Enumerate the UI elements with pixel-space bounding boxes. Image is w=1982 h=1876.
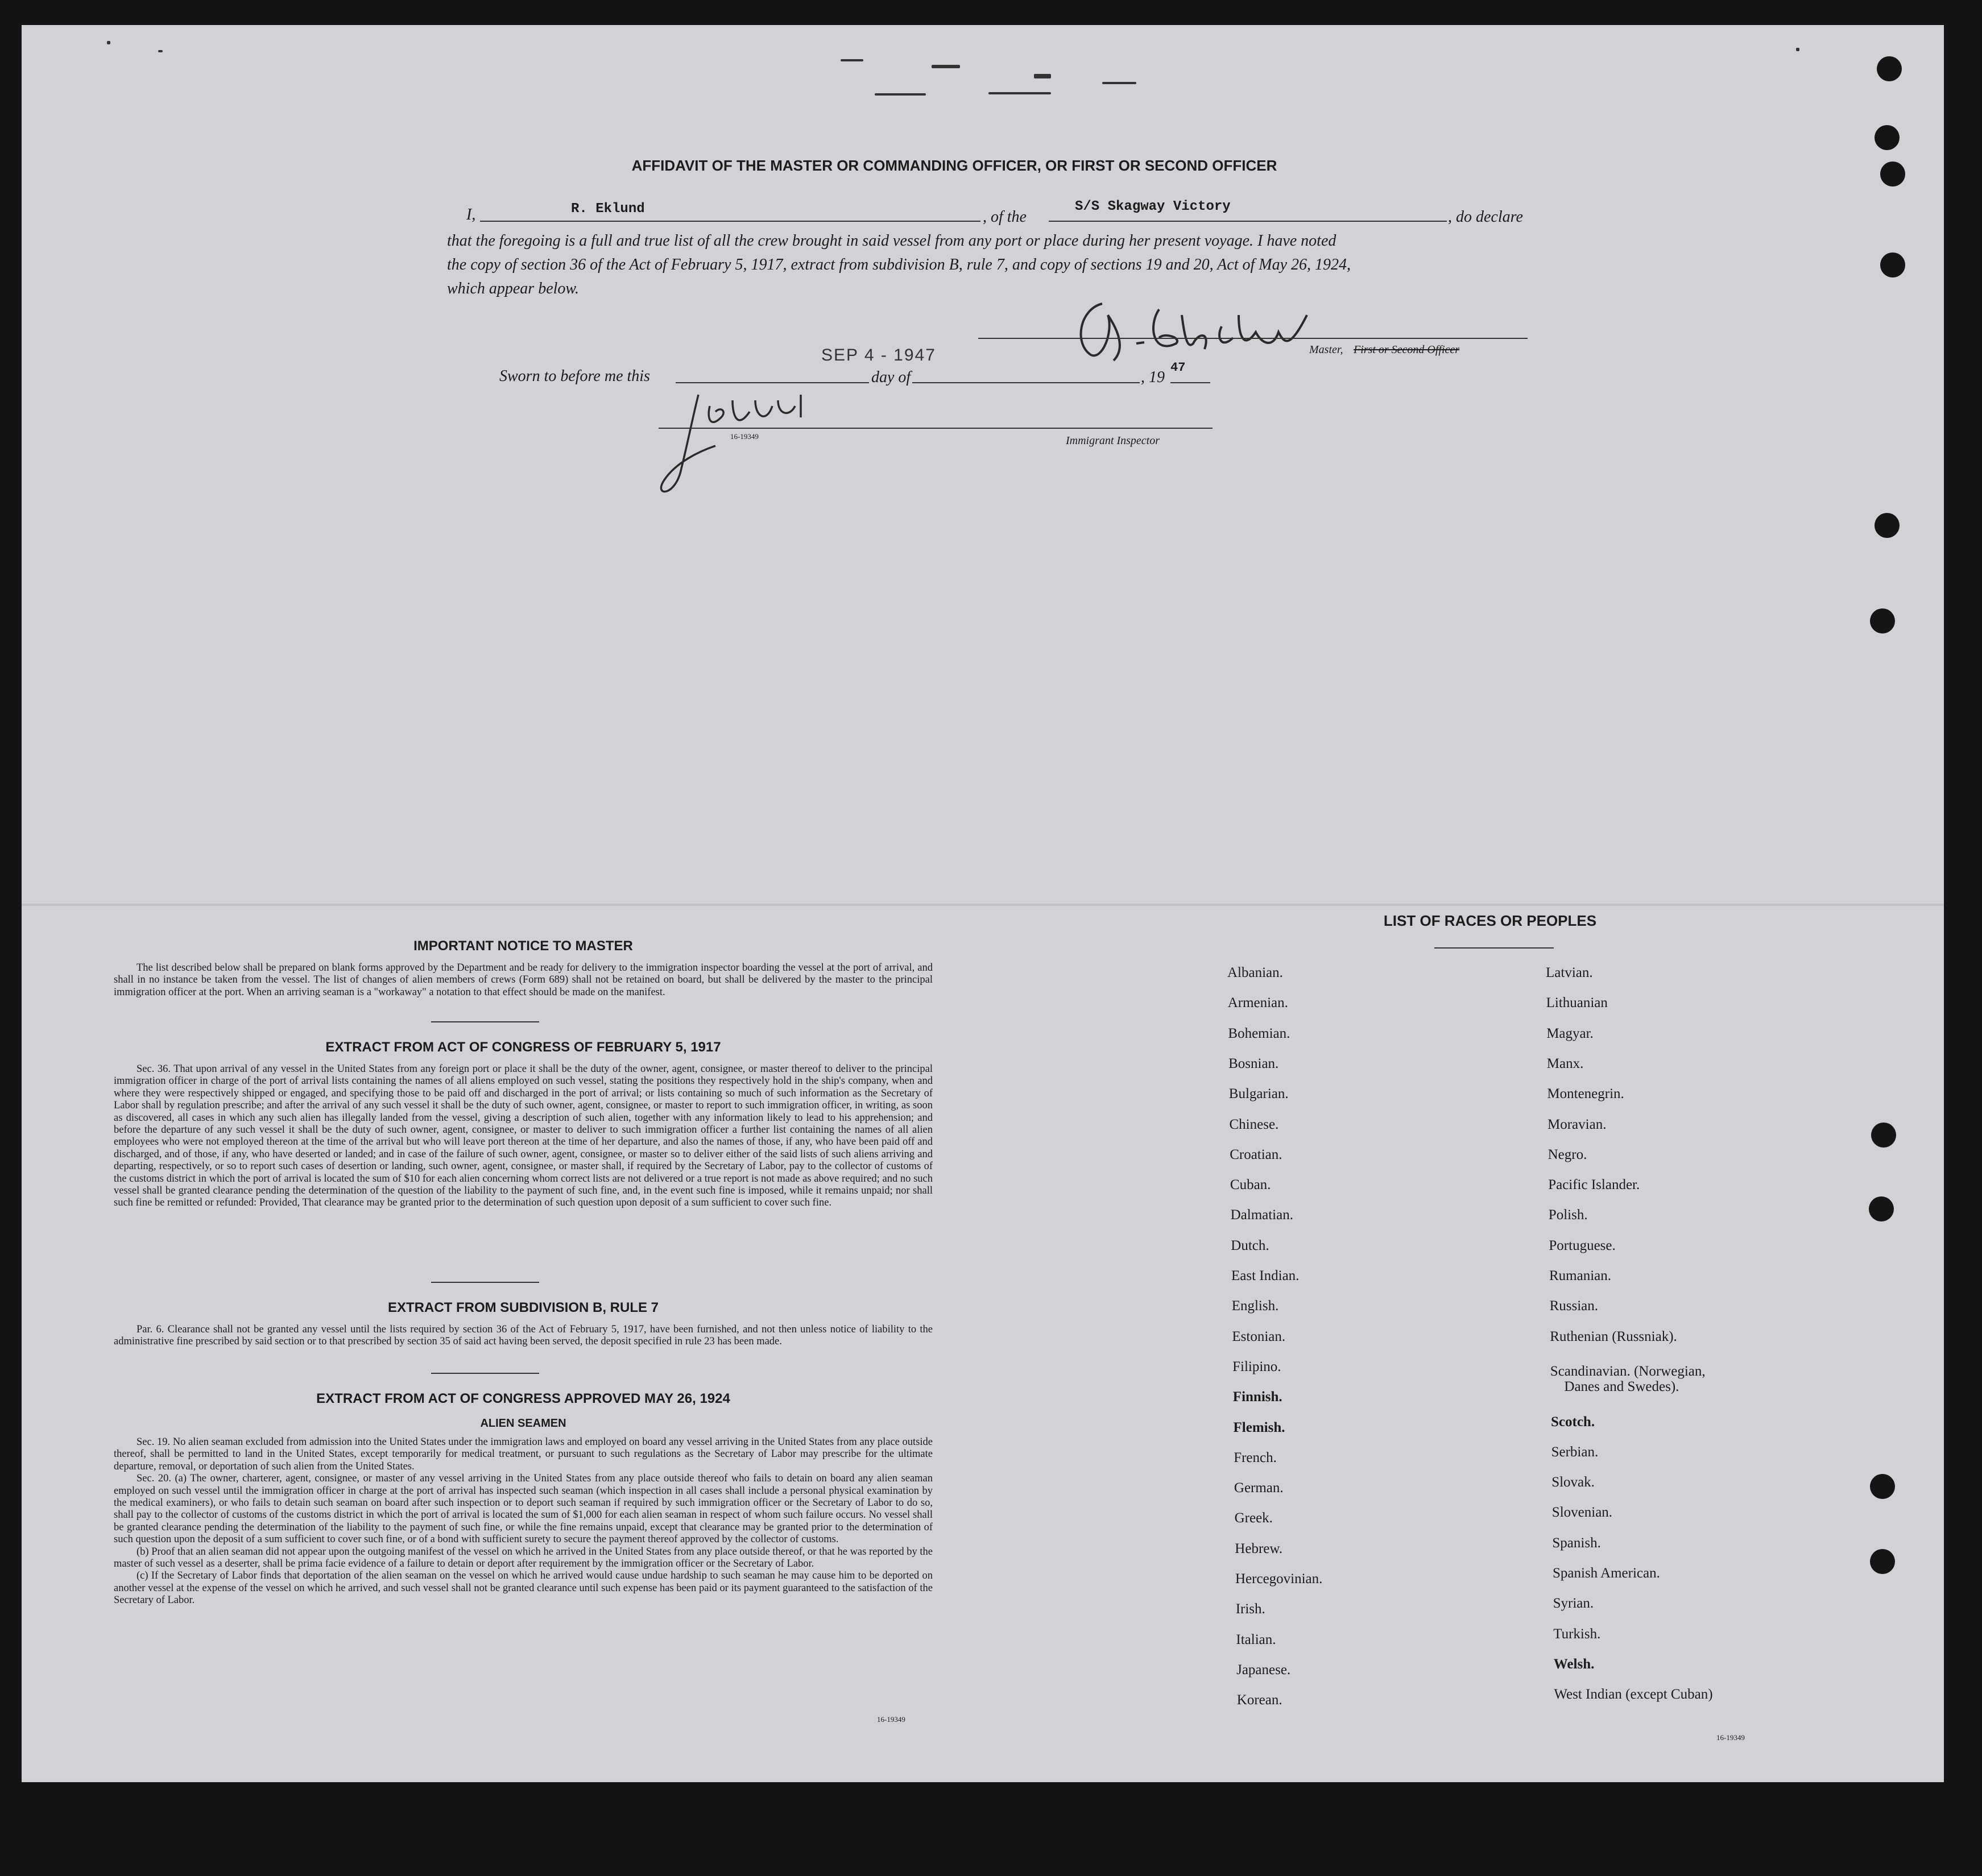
affidavit-form-number: 16-19349 xyxy=(730,432,759,441)
extract3-subtitle: ALIEN SEAMEN xyxy=(480,1417,566,1430)
race-item: Portuguese. xyxy=(1549,1237,1616,1253)
punch-hole xyxy=(1877,56,1902,81)
extract2-text xyxy=(114,1324,933,1348)
race-item: Turkish. xyxy=(1553,1626,1601,1642)
race-item: East Indian. xyxy=(1231,1268,1300,1283)
speck xyxy=(1796,48,1799,51)
race-item: Bosnian. xyxy=(1228,1055,1279,1071)
master-name-line xyxy=(480,221,980,222)
affidavit-title: AFFIDAVIT OF THE MASTER OR COMMANDING OFFICER, OR FIRST OR SECOND OFFICER xyxy=(631,157,1277,174)
punch-hole xyxy=(1880,161,1905,187)
punch-hole xyxy=(1870,1549,1895,1574)
inspector-title: Immigrant Inspector xyxy=(1066,434,1160,447)
page-fold xyxy=(22,904,1944,906)
race-item: Flemish. xyxy=(1233,1419,1285,1435)
race-item: Hercegovinian. xyxy=(1235,1571,1323,1587)
year-prefix: , 19 xyxy=(1141,368,1165,386)
race-item: Latvian. xyxy=(1546,965,1593,980)
race-item: Lithuanian xyxy=(1546,995,1608,1011)
race-item: French. xyxy=(1234,1450,1277,1465)
master-name-entry: R. Eklund xyxy=(571,201,645,217)
race-item: Bulgarian. xyxy=(1228,1086,1289,1102)
speck xyxy=(1102,82,1136,84)
race-item: Scandinavian. (Norwegian, xyxy=(1550,1363,1706,1379)
struck-title: First or Second Officer xyxy=(1354,343,1460,356)
race-item: Bohemian. xyxy=(1228,1025,1290,1041)
year-entry: 47 xyxy=(1170,361,1186,375)
race-item: Korean. xyxy=(1236,1692,1282,1708)
do-declare-label: , do declare xyxy=(1448,208,1523,226)
punch-hole xyxy=(1871,1123,1896,1148)
race-item: Hebrew. xyxy=(1235,1540,1283,1556)
extract3-text xyxy=(114,1436,933,1607)
master-signature-line xyxy=(978,338,1528,339)
affidavit-body-line3: which appear below. xyxy=(447,280,580,297)
punch-hole xyxy=(1869,1196,1894,1221)
race-item: Serbian. xyxy=(1551,1444,1599,1460)
race-item: Magyar. xyxy=(1546,1025,1594,1041)
race-item: Moravian. xyxy=(1547,1116,1607,1132)
race-item: Greek. xyxy=(1234,1510,1273,1526)
race-item: Chinese. xyxy=(1229,1116,1279,1132)
year-line xyxy=(1170,382,1210,383)
sec20a-paragraph: Sec. 20. (a) The owner, charterer, agent, consignee, or master of any vessel arriving in the United States from any place outside thereof who fails to detain on board any alien seaman employed on such vessel until the immigration officer in charge at the port of arrival has inspected such seaman (which inspection in all cases shall include a personal physical examination by the medical examiners), or who fails to detain such seaman on board after such inspection or to deport such seaman if required by such immigration officer or the Secretary of Labor to do so, shall pay to the collector of customs of the customs district in which the port of arrival is located the sum of $1,000 for each alien seaman in respect of whom such failure occurs. No vessel shall be granted clearance pending the determination of the liability to the payment of such fine, or while the fine remains unpaid, except that clearance may be granted prior to the determination of such question upon the deposit of a sum sufficient to cover such fine, or of a bond with sufficient surety to secure the payment thereof approved by the collector of customs. xyxy=(114,1473,933,1546)
race-item: Estonian. xyxy=(1232,1328,1286,1344)
extract1-text xyxy=(114,1063,933,1210)
extract1-paragraph: Sec. 36. That upon arrival of any vessel in the United States from any foreign port or place it shall be the duty of the owner, agent, consignee, or master thereof to deliver to the principal immigration officer in charge of the port of arrival lists containing the names of all aliens employed on such vessel, stating the positions they respectively hold in the ship's company, when and where they were respectively shipped or engaged, and specifying those to be paid off and discharged in the port of arrival; or lists containing so much of such information as the Secretary of Labor shall by regulation prescribe; and after the arrival of any such vessel it shall be the duty of such owner, agent, consignee, or master to report to such immigration officer, in writing, as soon as discovered, all cases in which any such alien has illegally landed from the vessel, giving a description of such alien, together with any information likely to lead to his apprehension; and before the departure of any such vessel it shall be the duty of such owner, agent, consignee, or master to deliver to such immigration officer a further list containing the names of all alien employees who were not employed thereon at the time of the arrival but who will leave port thereon at the time of her departure, and also the names of those, if any, who have been paid off and discharged, and of those, if any, who have deserted or landed; and in case of the failure of such owner, agent, consignee, or master so to deliver either of the said lists of such aliens arriving and departing, respectively, or so to report such cases of desertion or landing, such owner, agent, consignee, or master shall, if required by the Secretary of Labor, pay to the collector of customs of the customs district in which the port of arrival is located the sum of $10 for each alien concerning whom correct lists are not delivered or a true report is not made as above required; and no such vessel shall be granted clearance pending the determination of the question of the liability to the payment of such fine, and, in the event such fine is imposed, while it remains unpaid; nor shall such fine be remitted or refunded: Provided, That clearance may be granted prior to the determination of such question upon deposit of a sum sufficient to cover such fine. xyxy=(114,1063,933,1209)
manifest-page xyxy=(22,25,1944,1782)
notice-form-number: 16-19349 xyxy=(877,1715,905,1724)
race-item: Filipino. xyxy=(1232,1359,1281,1374)
race-item: Syrian. xyxy=(1553,1596,1594,1612)
race-item: Pacific Islander. xyxy=(1548,1177,1640,1193)
sec20c-paragraph: (c) If the Secretary of Labor finds that deportation of the alien seaman on the vessel on which he arrived would cause undue hardship to such seaman he may cause him to be deported on another vessel at the expense of the vessel on which he arrived, and such vessel shall not be granted clearance until such expense has been paid or its payment guaranteed to the satisfaction of the Secretary of Labor. xyxy=(114,1570,933,1606)
race-item: Rumanian. xyxy=(1549,1268,1612,1283)
notice-paragraph: The list described below shall be prepared on blank forms approved by the Department and be ready for delivery to the immigration inspector boarding the vessel at the port of arrival, and shall in no instance be taken from the vessel. The list of changes of alien members of crews (Form 689) shall not be retained on board, but shall be delivered by the master to the principal immigration officer at the port. When an arriving seaman is a "workaway" a notation to that effect should be made on the manifest. xyxy=(114,962,933,998)
speck xyxy=(988,92,1051,94)
sec19-paragraph: Sec. 19. No alien seaman excluded from admission into the United States under the immigration laws and employed on board any vessel arriving in the United States from any place outside thereof, shall be permitted to land in the United States, except temporarily for medical treatment, or pursuant to such regulations as the Secretary of Labor may prescribe for the ultimate departure, removal, or deportation of such alien from the United States. xyxy=(114,1436,933,1472)
punch-hole xyxy=(1875,125,1900,150)
race-item: Ruthenian (Russniak). xyxy=(1550,1328,1677,1344)
race-item: Montenegrin. xyxy=(1547,1086,1624,1102)
extract3-title: EXTRACT FROM ACT OF CONGRESS APPROVED MAY 26, 1924 xyxy=(316,1391,730,1406)
master-signature xyxy=(1068,292,1330,372)
race-item: Japanese. xyxy=(1236,1662,1291,1678)
inspector-signature xyxy=(653,383,858,503)
divider xyxy=(431,1021,539,1022)
race-item: Finnish. xyxy=(1232,1389,1282,1405)
punch-hole xyxy=(1870,1474,1895,1499)
notice-text xyxy=(114,962,933,999)
race-item: West Indian (except Cuban) xyxy=(1554,1687,1713,1703)
divider xyxy=(1434,947,1554,949)
extract2-title: EXTRACT FROM SUBDIVISION B, RULE 7 xyxy=(387,1300,659,1315)
race-item: Danes and Swedes). xyxy=(1564,1379,1679,1395)
race-item: Irish. xyxy=(1235,1601,1265,1617)
vessel-name-line xyxy=(1049,221,1447,222)
notice-title: IMPORTANT NOTICE TO MASTER xyxy=(413,938,633,954)
race-item: Italian. xyxy=(1236,1631,1276,1647)
race-item: Dutch. xyxy=(1231,1237,1269,1253)
race-item: Spanish. xyxy=(1552,1535,1601,1551)
inspector-signature-line xyxy=(659,428,1213,429)
race-item: Welsh. xyxy=(1553,1656,1595,1672)
affidavit-prefix: I, xyxy=(466,206,476,223)
extract1-title: EXTRACT FROM ACT OF CONGRESS OF FEBRUARY 5, 1917 xyxy=(325,1040,721,1055)
sec20b-paragraph: (b) Proof that an alien seaman did not appear upon the outgoing manifest of the vessel on which he arrived in the United States from any place outside thereof, or that he was reported by the master of such vessel as a deserter, shall be prima facie evidence of a failure to detain or deport after requirement by the immigration officer or the Secretary of Labor. xyxy=(114,1546,933,1570)
race-item: Polish. xyxy=(1548,1207,1588,1223)
punch-hole xyxy=(1875,513,1900,538)
speck xyxy=(107,41,110,44)
races-title: LIST OF RACES OR PEOPLES xyxy=(1383,912,1597,929)
race-item: Slovenian. xyxy=(1551,1505,1613,1521)
punch-hole xyxy=(1870,608,1895,633)
speck xyxy=(932,65,960,68)
punch-hole xyxy=(1880,252,1905,278)
race-item: Cuban. xyxy=(1230,1177,1271,1193)
race-item: Croatian. xyxy=(1230,1146,1282,1162)
master-title: Master, xyxy=(1309,343,1343,356)
race-item: Slovak. xyxy=(1551,1475,1595,1490)
speck xyxy=(841,59,863,61)
speck xyxy=(158,50,163,52)
speck xyxy=(875,93,926,96)
race-item: Armenian. xyxy=(1227,995,1288,1011)
sworn-label: Sworn to before me this xyxy=(499,367,650,385)
race-item: Negro. xyxy=(1547,1146,1587,1162)
race-item: Dalmatian. xyxy=(1230,1207,1293,1223)
divider xyxy=(431,1373,539,1374)
race-item: English. xyxy=(1231,1298,1279,1314)
extract2-paragraph: Par. 6. Clearance shall not be granted any vessel until the lists required by section 36 of the Act of February 5, 1917, have been furnished, and not then unless notice of liability to the administrative fine prescribed by said section or to that prescribed by section 35 of said act having been served, the deposit specified in rule 23 has been made. xyxy=(114,1324,933,1348)
sworn-month-line xyxy=(912,382,1140,383)
affidavit-body-line2: the copy of section 36 of the Act of February 5, 1917, extract from subdivision B, rule 7, and copy of sections 19 and 20, Act of May 26, 1924, xyxy=(447,256,1351,274)
of-the-label: , of the xyxy=(983,208,1027,226)
day-of-label: day of xyxy=(871,368,911,386)
race-item: Scotch. xyxy=(1551,1414,1595,1430)
vessel-name-entry: S/S Skagway Victory xyxy=(1075,199,1231,214)
affidavit-body-line1: that the foregoing is a full and true list of all the crew brought in said vessel from any port or place during her present voyage. I have noted xyxy=(447,232,1336,250)
divider xyxy=(431,1282,539,1283)
date-stamp: SEP 4 - 1947 xyxy=(821,346,936,365)
race-item: Albanian. xyxy=(1227,965,1283,980)
race-item: Manx. xyxy=(1546,1055,1584,1071)
race-item: Russian. xyxy=(1549,1298,1599,1314)
speck xyxy=(1034,74,1051,78)
race-item: Spanish American. xyxy=(1553,1566,1660,1581)
races-form-number: 16-19349 xyxy=(1716,1733,1745,1742)
race-item: German. xyxy=(1234,1480,1284,1496)
